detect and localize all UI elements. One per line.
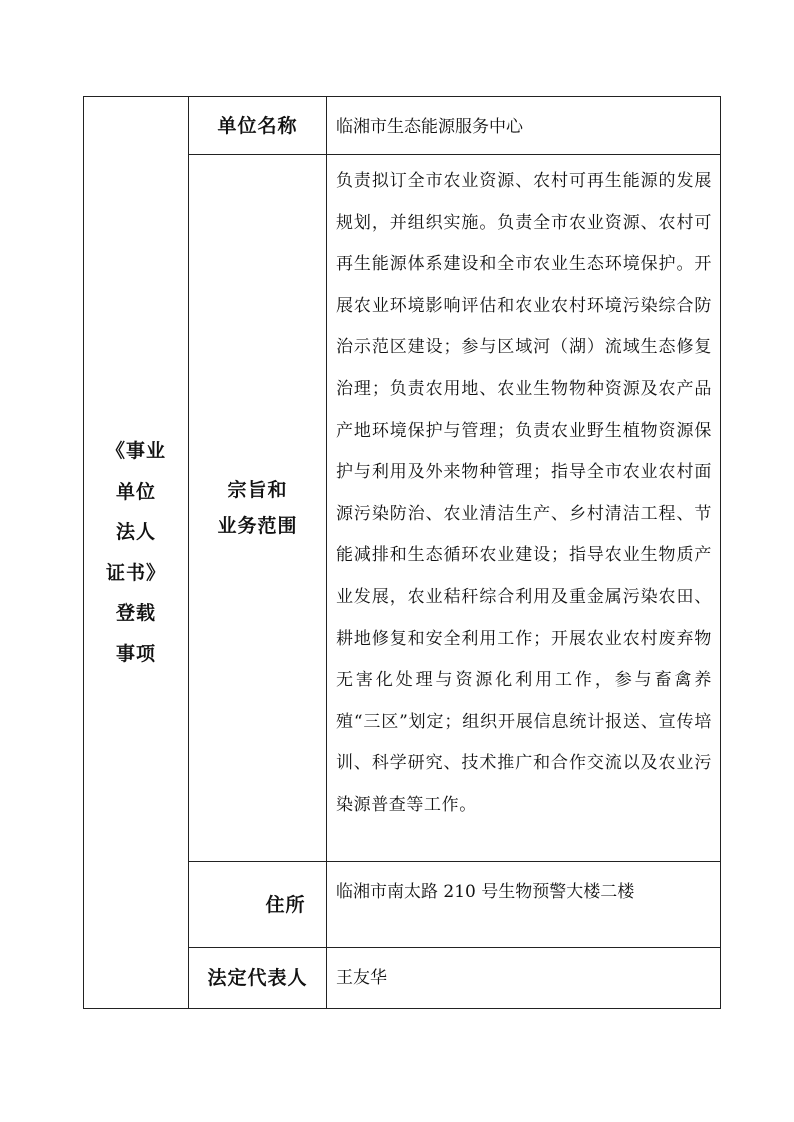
side-label-line: 事项: [115, 642, 156, 665]
unit-name-row: [84, 97, 721, 155]
certificate-side-label: [84, 97, 189, 1009]
purpose-scope-value: [327, 155, 721, 862]
address-label: 住所: [189, 862, 327, 948]
purpose-scope-label: [189, 155, 327, 862]
side-label-line: 单位: [115, 480, 156, 503]
unit-name-label: 单位名称: [189, 97, 327, 155]
address-value: 临湘市南太路 210 号生物预警大楼二楼: [327, 862, 721, 948]
side-label-line: 证书》: [105, 561, 166, 584]
legal-rep-value: 王友华: [327, 948, 721, 1009]
purpose-scope-label-line2: 业务范围: [217, 515, 298, 537]
side-label-line: 《事业: [105, 440, 166, 462]
purpose-scope-label-line1: 宗旨和: [227, 479, 288, 501]
side-label-line: 法人: [115, 521, 156, 543]
side-label-line: 登载: [115, 602, 156, 624]
purpose-scope-text: 负责拟订全市农业资源、农村可再生能源的发展规划，并组织实施。负责全市农业资源、农村可再生能源体系建设和全市农业生态环境保护。开展农业环境影响评估和农业农村环境污染综合防治示范区建设；参与区域河（湖）流域生态修复治理；负责农用地、农业生物物种资源及农产品产地环境保护与管理；负责农业野生植物资源保护与利用及外来物种管理；指导全市农业农村面源污染防治、农业清洁生产、乡村清洁工程、节能减排和生态循环农业建设；指导农业生物质产业发展，农业秸秆综合利用及重金属污染农田、耕地修复和安全利用工作；开展农业农村废弃物无害化处理与资源化利用工作，参与畜禽养殖“三区”划定；组织开展信息统计报送、宣传培训、科学研究、技术推广和合作交流以及农业污染源普查等工作。: [336, 171, 712, 815]
legal-rep-label: 法定代表人: [189, 948, 327, 1009]
registration-form-table: [83, 96, 721, 1009]
unit-name-value: 临湘市生态能源服务中心: [327, 97, 721, 155]
